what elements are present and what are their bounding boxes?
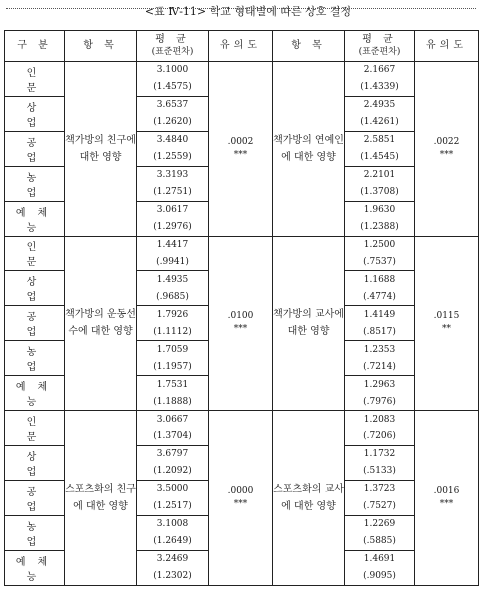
sd-left-cell: (1.2620) bbox=[137, 114, 209, 131]
sd-right-cell: (.7527) bbox=[345, 498, 415, 515]
sig-left-cell bbox=[209, 411, 273, 586]
mean-right-cell: 1.9630 bbox=[345, 201, 415, 218]
sig-stars: ** bbox=[442, 324, 451, 335]
sd-right-cell: (1.4339) bbox=[345, 79, 415, 96]
sig-stars: *** bbox=[439, 149, 454, 160]
mean-left-cell: 3.0617 bbox=[137, 201, 209, 218]
sd-right-cell: (.7206) bbox=[345, 428, 415, 445]
school-type-cell: 인 문 bbox=[5, 236, 65, 271]
sig-right-cell bbox=[415, 236, 479, 411]
sd-right-cell: (1.4545) bbox=[345, 149, 415, 166]
sd-right-cell: (.4774) bbox=[345, 288, 415, 305]
school-type-cell: 농 업 bbox=[5, 515, 65, 550]
header-school: 구 분 bbox=[5, 31, 65, 62]
school-type-cell: 상 업 bbox=[5, 445, 65, 480]
sd-left-cell: (1.4575) bbox=[137, 79, 209, 96]
mean-left-cell: 3.5000 bbox=[137, 480, 209, 497]
sd-left-cell: (1.2302) bbox=[137, 568, 209, 586]
sd-left-cell: (1.1888) bbox=[137, 393, 209, 410]
mean-right-cell: 1.4149 bbox=[345, 306, 415, 323]
results-table bbox=[4, 30, 479, 586]
header-sig-left: 유의도 bbox=[209, 31, 273, 62]
school-type-cell: 상 업 bbox=[5, 96, 65, 131]
sig-right-cell bbox=[415, 62, 479, 237]
mean-right-cell: 1.2963 bbox=[345, 376, 415, 393]
sig-value: .0000 bbox=[227, 486, 254, 497]
sig-left-cell bbox=[209, 62, 273, 237]
sig-stars: *** bbox=[233, 149, 248, 160]
school-type-cell: 예체능 bbox=[5, 550, 65, 585]
sd-right-cell: (.7537) bbox=[345, 253, 415, 270]
table-row bbox=[5, 62, 479, 79]
school-type-cell: 농 업 bbox=[5, 166, 65, 201]
mean-left-cell: 3.4840 bbox=[137, 131, 209, 148]
header-mean-left: 평 균 (표준편차) bbox=[137, 31, 209, 62]
table-body bbox=[5, 62, 479, 586]
sig-value: .0022 bbox=[433, 136, 460, 147]
item-left-cell: 책가방의 운동선수에 대한 영향 bbox=[65, 236, 137, 411]
item-left-cell: 스포츠화의 친구에 대한 영향 bbox=[65, 411, 137, 586]
mean-right-cell: 1.4691 bbox=[345, 550, 415, 567]
mean-left-cell: 3.6537 bbox=[137, 96, 209, 113]
sd-right-cell: (.9095) bbox=[345, 568, 415, 586]
sig-value: .0115 bbox=[433, 311, 460, 322]
mean-left-cell: 3.2469 bbox=[137, 550, 209, 567]
sig-value: .0100 bbox=[227, 311, 254, 322]
table-row bbox=[5, 411, 479, 428]
sig-left-cell bbox=[209, 236, 273, 411]
mean-right-cell: 1.1688 bbox=[345, 271, 415, 288]
school-type-cell: 인 문 bbox=[5, 411, 65, 446]
school-type-cell: 예체능 bbox=[5, 376, 65, 411]
item-right-cell: 책가방의 연예인에 대한 영향 bbox=[273, 62, 345, 237]
sd-right-cell: (.5885) bbox=[345, 533, 415, 550]
sd-right-cell: (.7214) bbox=[345, 358, 415, 375]
sd-left-cell: (1.2559) bbox=[137, 149, 209, 166]
item-right-cell: 책가방의 교사에 대한 영향 bbox=[273, 236, 345, 411]
mean-right-cell: 2.5851 bbox=[345, 131, 415, 148]
sd-left-cell: (.9941) bbox=[137, 253, 209, 270]
sd-right-cell: (.8517) bbox=[345, 323, 415, 340]
sd-right-cell: (.5133) bbox=[345, 463, 415, 480]
mean-left-cell: 3.1008 bbox=[137, 515, 209, 532]
sd-left-cell: (1.2976) bbox=[137, 219, 209, 236]
mean-right-cell: 1.1732 bbox=[345, 445, 415, 462]
school-type-cell: 공 업 bbox=[5, 306, 65, 341]
mean-right-cell: 1.3723 bbox=[345, 480, 415, 497]
header-item-right: 항 목 bbox=[273, 31, 345, 62]
sd-left-cell: (1.1957) bbox=[137, 358, 209, 375]
sd-left-cell: (1.2649) bbox=[137, 533, 209, 550]
sd-right-cell: (1.4261) bbox=[345, 114, 415, 131]
mean-right-cell: 2.4935 bbox=[345, 96, 415, 113]
header-row bbox=[5, 31, 479, 62]
sig-stars: *** bbox=[233, 499, 248, 510]
header-mean-right: 평 균 (표준편차) bbox=[345, 31, 415, 62]
sig-stars: *** bbox=[233, 324, 248, 335]
sd-right-cell: (.7976) bbox=[345, 393, 415, 410]
sd-left-cell: (1.2751) bbox=[137, 184, 209, 201]
mean-right-cell: 1.2500 bbox=[345, 236, 415, 253]
school-type-cell: 상 업 bbox=[5, 271, 65, 306]
mean-left-cell: 1.7059 bbox=[137, 341, 209, 358]
school-type-cell: 공 업 bbox=[5, 480, 65, 515]
mean-right-cell: 1.2083 bbox=[345, 411, 415, 428]
school-type-cell: 농 업 bbox=[5, 341, 65, 376]
sd-left-cell: (1.3704) bbox=[137, 428, 209, 445]
item-left-cell: 책가방의 친구에 대한 영향 bbox=[65, 62, 137, 237]
mean-left-cell: 3.3193 bbox=[137, 166, 209, 183]
mean-left-cell: 1.4935 bbox=[137, 271, 209, 288]
mean-left-cell: 1.7926 bbox=[137, 306, 209, 323]
header-sig-right: 유의도 bbox=[415, 31, 479, 62]
mean-right-cell: 2.2101 bbox=[345, 166, 415, 183]
sig-value: .0016 bbox=[433, 486, 460, 497]
school-type-cell: 예체능 bbox=[5, 201, 65, 236]
sd-right-cell: (1.2388) bbox=[345, 219, 415, 236]
sd-left-cell: (1.2517) bbox=[137, 498, 209, 515]
mean-right-cell: 2.1667 bbox=[345, 62, 415, 79]
sig-stars: *** bbox=[439, 499, 454, 510]
mean-left-cell: 1.7531 bbox=[137, 376, 209, 393]
sd-left-cell: (.9685) bbox=[137, 288, 209, 305]
header-item-left: 항 목 bbox=[65, 31, 137, 62]
sd-right-cell: (1.3708) bbox=[345, 184, 415, 201]
item-right-cell: 스포츠화의 교사에 대한 영향 bbox=[273, 411, 345, 586]
table-row bbox=[5, 236, 479, 253]
caption-rule bbox=[6, 8, 476, 9]
school-type-cell: 인 문 bbox=[5, 62, 65, 97]
mean-left-cell: 3.6797 bbox=[137, 445, 209, 462]
mean-left-cell: 3.0667 bbox=[137, 411, 209, 428]
sd-left-cell: (1.1112) bbox=[137, 323, 209, 340]
mean-right-cell: 1.2269 bbox=[345, 515, 415, 532]
sig-value: .0002 bbox=[227, 136, 254, 147]
mean-right-cell: 1.2353 bbox=[345, 341, 415, 358]
mean-left-cell: 1.4417 bbox=[137, 236, 209, 253]
mean-left-cell: 3.1000 bbox=[137, 62, 209, 79]
sd-left-cell: (1.2092) bbox=[137, 463, 209, 480]
table-caption: <표 Ⅳ-11> 학교 형태별에 따른 상호 결정 bbox=[144, 5, 352, 18]
school-type-cell: 공 업 bbox=[5, 131, 65, 166]
sig-right-cell bbox=[415, 411, 479, 586]
